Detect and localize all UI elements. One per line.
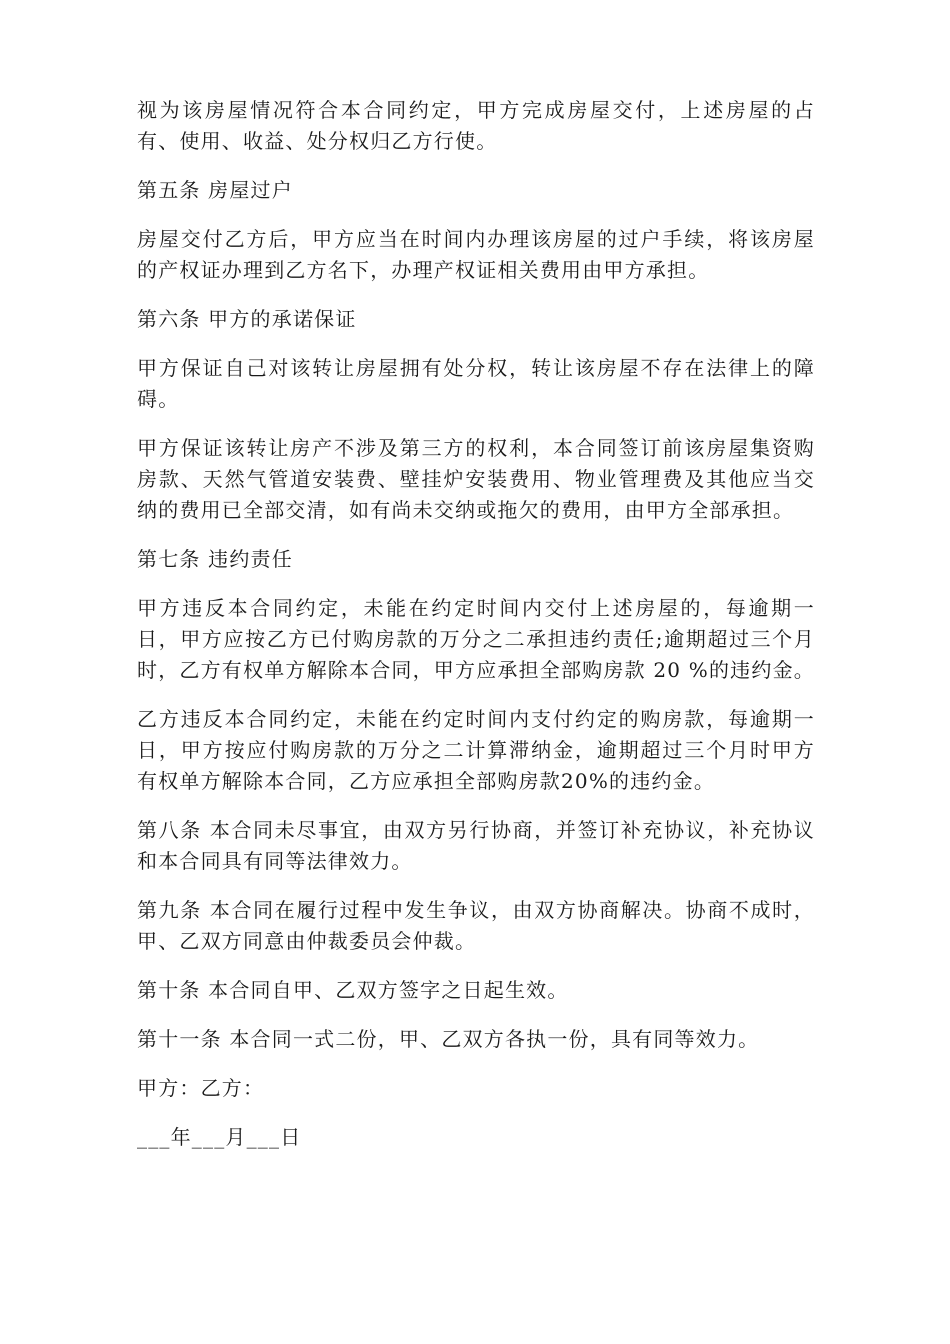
paragraph-article-8: 第八条 本合同未尽事宜，由双方另行协商，并签订补充协议，补充协议和本合同具有同等法律效力。	[137, 818, 815, 873]
paragraph-transfer: 房屋交付乙方后，甲方应当在时间内办理该房屋的过户手续，将该房屋的产权证办理到乙方名下，办理产权证相关费用由甲方承担。	[137, 227, 815, 282]
signature-date: ___年___月___日	[137, 1125, 302, 1149]
paragraph-article-9: 第九条 本合同在履行过程中发生争议，由双方协商解决。协商不成时，甲、乙双方同意由仲裁委员会仲裁。	[137, 898, 815, 953]
heading-article-6: 第六条 甲方的承诺保证	[137, 307, 357, 331]
paragraph-possession: 视为该房屋情况符合本合同约定，甲方完成房屋交付，上述房屋的占有、使用、收益、处分权归乙方行使。	[137, 98, 815, 153]
signature-parties: 甲方：乙方：	[137, 1076, 265, 1100]
paragraph-third-party: 甲方保证该转让房产不涉及第三方的权利，本合同签订前该房屋集资购房款、天然气管道安装费、壁挂炉安装费用、物业管理费及其他应当交纳的费用已全部交清，如有尚未交纳或拖欠的费用，由甲方全部承担。	[137, 436, 815, 522]
heading-article-5: 第五条 房屋过户	[137, 178, 293, 202]
document-body	[137, 95, 815, 1171]
paragraph-article-11: 第十一条 本合同一式二份，甲、乙双方各执一份，具有同等效力。	[137, 1027, 760, 1051]
heading-article-7: 第七条 违约责任	[137, 547, 293, 571]
paragraph-party-b-breach: 乙方违反本合同约定，未能在约定时间内支付约定的购房款，每逾期一日，甲方按应付购房款的万分之二计算滞纳金，逾期超过三个月时甲方有权单方解除本合同，乙方应承担全部购房款20%的违约金。	[137, 707, 815, 793]
paragraph-party-a-breach: 甲方违反本合同约定，未能在约定时间内交付上述房屋的，每逾期一日，甲方应按乙方已付购房款的万分之二承担违约责任;逾期超过三个月时，乙方有权单方解除本合同，甲方应承担全部购房款 20 %的违约金。	[137, 596, 815, 682]
paragraph-article-10: 第十条 本合同自甲、乙双方签字之日起生效。	[137, 978, 569, 1002]
paragraph-disposal-right: 甲方保证自己对该转让房屋拥有处分权，转让该房屋不存在法律上的障碍。	[137, 356, 815, 411]
